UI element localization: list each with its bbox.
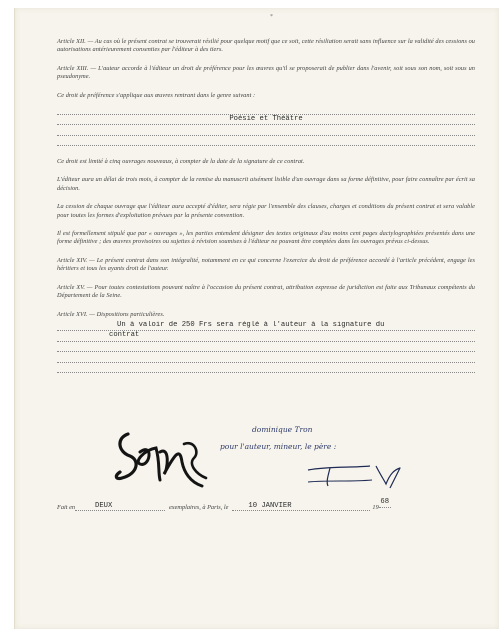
date-field: 10 JANVIER <box>232 502 370 511</box>
contract-body <box>57 38 475 385</box>
limit-clause: Ce droit est limité à cinq ouvrages nouveaux, à compter de la date de la signature de ce contrat. <box>57 158 305 166</box>
preference-intro: Ce droit de préférence s'applique aux œuvres rentrant dans le genre suivant : <box>57 91 256 99</box>
genre-lines <box>57 104 475 146</box>
genre-line-3 <box>57 125 475 136</box>
definition-clause: Il est formellement stipulé que par « ouvrages », les parties entendent désigner des textes originaux d'au moins cent pages dactylographiées présentés dans une forme définitive ; des œuvres provisoires ou sujettes à révision soumises à l'éditeur ne pouvant être comptées dans les ouvrages prévus ci-dessus. <box>57 230 475 246</box>
article-12: Article XII. — Au cas où le présent contrat se trouverait résilié pour quelque motif que ce soit, cette résiliation serait sans influence sur la validité des cessions ou autorisations antérieurement consenties par l'éditeur à des tiers. <box>57 38 475 54</box>
exemplaires-label: exemplaires, à Paris, le <box>169 504 229 511</box>
signature-area <box>110 422 490 497</box>
article-16: Article XVI. — Dispositions particulières. <box>57 310 165 318</box>
special-provisions <box>57 321 475 374</box>
special-line-3 <box>57 342 475 353</box>
year-field: 68 <box>380 498 390 506</box>
article-15: Article XV. — Pour toutes contestations pouvant naître à l'occasion du présent contrat, attribution expresse de juridiction est faite aux Tribunaux compétents du Département de la Seine. <box>57 283 475 300</box>
father-signature <box>300 460 410 490</box>
publisher-signature <box>110 422 220 492</box>
genre-line-1 <box>57 104 475 115</box>
special-line-5 <box>57 363 475 374</box>
special-line-4 <box>57 352 475 363</box>
century-label: 19 <box>372 504 379 511</box>
special-line-1: Un à valoir de 250 Frs sera réglé à l'auteur à la signature du <box>57 321 475 332</box>
special-line-2: contrat <box>57 331 475 342</box>
handwritten-name: dominique Tron <box>252 425 313 434</box>
cession-clause: La cession de chaque ouvrage que l'éditeur aura accepté d'éditer, sera régie par l'ensemble des clauses, charges et conditions du présent contrat et sera valable pour toutes les formes d'exploitation prévues par la présente convention. <box>57 203 475 219</box>
article-13: Article XIII. — L'auteur accorde à l'éditeur un droit de préférence pour les œuvres qu'il se proposerait de publier dans l'avenir, soit sous son nom, soit sous un pseudonyme. <box>57 64 475 81</box>
delay-clause: L'éditeur aura un délai de trois mois, à compter de la remise du manuscrit aisément lisible d'un ouvrage dans sa forme définitive, pour faire connaître par écrit sa décision. <box>57 176 475 192</box>
contract-page <box>14 8 499 629</box>
genre-line-2: Poésie et Théâtre <box>57 115 475 126</box>
footer-dating <box>57 498 475 511</box>
copies-count: DEUX <box>75 502 165 511</box>
fait-en-label: Fait en <box>57 504 76 511</box>
handwritten-capacity: pour l'auteur, mineur, le père : <box>220 442 337 451</box>
genre-line-4 <box>57 136 475 147</box>
article-14: Article XIV. — Le présent contrat dans son intégralité, notamment en ce qui concerne l'exercice du droit de préférence accordé à l'article précédent, engage les héritiers et tous les ayants droit de l'auteur. <box>57 256 475 273</box>
punch-mark: * <box>270 14 273 20</box>
